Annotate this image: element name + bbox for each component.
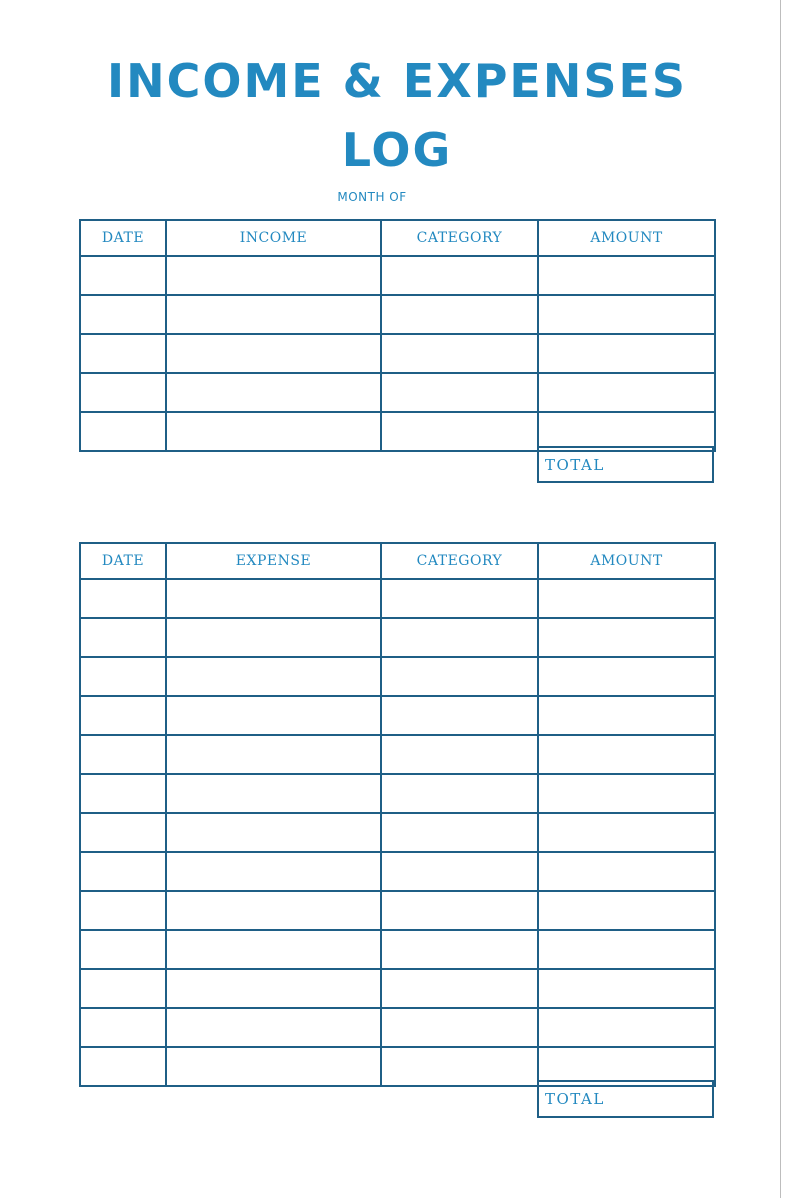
expense-table-row xyxy=(80,657,715,696)
page-title-line-1: INCOME & EXPENSES xyxy=(106,54,688,108)
income-table-cell-date[interactable] xyxy=(80,373,166,412)
expense-table-cell-category[interactable] xyxy=(381,696,538,735)
expense-table-cell-desc[interactable] xyxy=(166,657,381,696)
expense-table-cell-date[interactable] xyxy=(80,696,166,735)
income-total-label: TOTAL xyxy=(545,455,605,474)
income-header-income: INCOME xyxy=(166,220,381,256)
expense-table-row xyxy=(80,852,715,891)
expense-table-cell-date[interactable] xyxy=(80,891,166,930)
income-table-cell-date[interactable] xyxy=(80,256,166,295)
income-table-row xyxy=(80,295,715,334)
expense-table-row xyxy=(80,813,715,852)
expense-table-row xyxy=(80,696,715,735)
expense-table-cell-date[interactable] xyxy=(80,852,166,891)
expense-table-cell-amount[interactable] xyxy=(538,852,715,891)
expense-table-cell-desc[interactable] xyxy=(166,735,381,774)
income-table-cell-amount[interactable] xyxy=(538,373,715,412)
expense-table-cell-amount[interactable] xyxy=(538,813,715,852)
expense-table-cell-desc[interactable] xyxy=(166,696,381,735)
expense-table-cell-category[interactable] xyxy=(381,1047,538,1086)
page-title-line-2: LOG xyxy=(341,123,453,177)
expense-table-cell-amount[interactable] xyxy=(538,657,715,696)
expense-table-cell-date[interactable] xyxy=(80,774,166,813)
income-header-date: DATE xyxy=(80,220,166,256)
income-table-row xyxy=(80,334,715,373)
expense-table-cell-category[interactable] xyxy=(381,1008,538,1047)
expense-table-cell-desc[interactable] xyxy=(166,930,381,969)
expense-header-expense: EXPENSE xyxy=(166,543,381,579)
expense-table-row xyxy=(80,774,715,813)
expense-header-date: DATE xyxy=(80,543,166,579)
expense-header-row xyxy=(80,543,715,579)
expense-table-row xyxy=(80,1008,715,1047)
expense-table-cell-desc[interactable] xyxy=(166,774,381,813)
expense-table-cell-date[interactable] xyxy=(80,969,166,1008)
income-total-box[interactable] xyxy=(537,446,714,483)
expense-table-cell-date[interactable] xyxy=(80,618,166,657)
expense-table-body xyxy=(80,579,715,1086)
expense-table-cell-desc[interactable] xyxy=(166,1047,381,1086)
income-table-cell-category[interactable] xyxy=(381,334,538,373)
income-table-row xyxy=(80,256,715,295)
expense-table-row xyxy=(80,735,715,774)
expense-table-cell-category[interactable] xyxy=(381,618,538,657)
income-table-cell-amount[interactable] xyxy=(538,256,715,295)
expense-table-cell-desc[interactable] xyxy=(166,969,381,1008)
expense-table-cell-date[interactable] xyxy=(80,735,166,774)
income-table-cell-category[interactable] xyxy=(381,412,538,451)
expense-table-row xyxy=(80,579,715,618)
expense-table-cell-date[interactable] xyxy=(80,1047,166,1086)
expense-table-cell-category[interactable] xyxy=(381,930,538,969)
expense-table-cell-category[interactable] xyxy=(381,657,538,696)
expense-table-cell-date[interactable] xyxy=(80,930,166,969)
income-table-cell-date[interactable] xyxy=(80,334,166,373)
expense-table-cell-category[interactable] xyxy=(381,852,538,891)
income-table-cell-category[interactable] xyxy=(381,295,538,334)
expense-table-cell-category[interactable] xyxy=(381,774,538,813)
expense-header-amount: AMOUNT xyxy=(538,543,715,579)
expense-table-cell-amount[interactable] xyxy=(538,891,715,930)
income-table-row xyxy=(80,373,715,412)
expense-table-row xyxy=(80,891,715,930)
expense-table-cell-desc[interactable] xyxy=(166,813,381,852)
expense-table-cell-amount[interactable] xyxy=(538,579,715,618)
income-table xyxy=(79,219,716,452)
income-table-cell-desc[interactable] xyxy=(166,295,381,334)
expense-table-cell-amount[interactable] xyxy=(538,930,715,969)
expense-table-cell-desc[interactable] xyxy=(166,579,381,618)
income-table-cell-amount[interactable] xyxy=(538,295,715,334)
page-edge-divider xyxy=(780,0,781,1198)
expense-table-cell-amount[interactable] xyxy=(538,735,715,774)
expense-table-cell-amount[interactable] xyxy=(538,774,715,813)
income-table-cell-desc[interactable] xyxy=(166,373,381,412)
income-header-row xyxy=(80,220,715,256)
income-table-cell-amount[interactable] xyxy=(538,334,715,373)
expense-table-row xyxy=(80,969,715,1008)
expense-table-cell-desc[interactable] xyxy=(166,852,381,891)
expense-table-cell-category[interactable] xyxy=(381,735,538,774)
expense-table-cell-category[interactable] xyxy=(381,813,538,852)
expense-table-cell-desc[interactable] xyxy=(166,1008,381,1047)
income-header-amount: AMOUNT xyxy=(538,220,715,256)
expense-table-row xyxy=(80,618,715,657)
income-header-category: CATEGORY xyxy=(381,220,538,256)
income-table-cell-desc[interactable] xyxy=(166,256,381,295)
expense-table-cell-amount[interactable] xyxy=(538,969,715,1008)
expense-table-cell-desc[interactable] xyxy=(166,618,381,657)
expense-table-cell-category[interactable] xyxy=(381,891,538,930)
expense-table-cell-date[interactable] xyxy=(80,657,166,696)
month-of-label: MONTH OF xyxy=(337,190,407,204)
income-table-cell-desc[interactable] xyxy=(166,412,381,451)
expense-table-cell-amount[interactable] xyxy=(538,696,715,735)
income-table-cell-category[interactable] xyxy=(381,256,538,295)
expense-total-box[interactable] xyxy=(537,1080,714,1118)
expense-header-category: CATEGORY xyxy=(381,543,538,579)
expense-table-row xyxy=(80,930,715,969)
expense-table xyxy=(79,542,716,1087)
expense-table-cell-category[interactable] xyxy=(381,969,538,1008)
expense-table-cell-category[interactable] xyxy=(381,579,538,618)
income-table-cell-date[interactable] xyxy=(80,295,166,334)
expense-table-cell-amount[interactable] xyxy=(538,1008,715,1047)
expense-total-label: TOTAL xyxy=(545,1090,605,1108)
expense-table-cell-desc[interactable] xyxy=(166,891,381,930)
income-table-body xyxy=(80,256,715,451)
income-table-cell-date[interactable] xyxy=(80,412,166,451)
income-table-cell-desc[interactable] xyxy=(166,334,381,373)
expense-table-cell-date[interactable] xyxy=(80,813,166,852)
expense-table-cell-date[interactable] xyxy=(80,1008,166,1047)
expense-table-cell-amount[interactable] xyxy=(538,618,715,657)
expense-table-cell-date[interactable] xyxy=(80,579,166,618)
income-table-cell-category[interactable] xyxy=(381,373,538,412)
